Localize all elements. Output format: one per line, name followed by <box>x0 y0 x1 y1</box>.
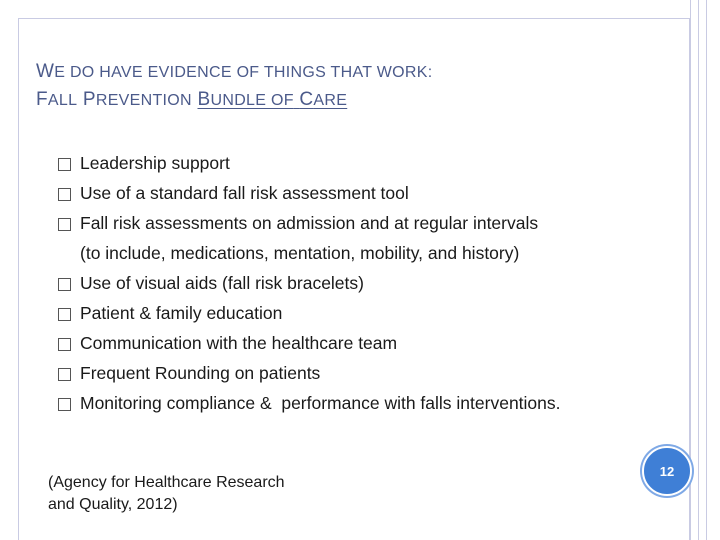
decorative-rail <box>706 0 707 540</box>
page-number-badge: 12 <box>642 446 692 496</box>
title-line-2 <box>36 86 656 114</box>
bullet-item: Patient & family education <box>56 298 696 328</box>
title-word: FALL <box>36 89 78 110</box>
checkbox-bullet-icon <box>58 308 71 321</box>
bullet-item: Frequent Rounding on patients <box>56 358 696 388</box>
checkbox-bullet-icon <box>58 188 71 201</box>
title-underlined-phrase: BUNDLE OF CARE <box>197 89 348 110</box>
checkbox-bullet-icon <box>58 338 71 351</box>
slide-title <box>36 58 656 114</box>
bullet-item: Use of visual aids (fall risk bracelets) <box>56 268 696 298</box>
checkbox-bullet-icon <box>58 218 71 231</box>
bullet-item: Monitoring compliance & performance with falls interventions. <box>56 388 696 418</box>
bullet-item: Leadership support <box>56 148 696 178</box>
citation: (Agency for Healthcare Research and Quality, 2012) <box>48 474 285 513</box>
checkbox-bullet-icon <box>58 278 71 291</box>
bullet-list <box>56 148 696 418</box>
checkbox-bullet-icon <box>58 158 71 171</box>
bullet-item: Use of a standard fall risk assessment tool <box>56 178 696 208</box>
title-word: PREVENTION <box>82 89 192 110</box>
decorative-rail <box>698 0 699 540</box>
title-line-1: WE DO HAVE EVIDENCE OF THINGS THAT WORK: <box>36 61 433 82</box>
checkbox-bullet-icon <box>58 368 71 381</box>
bullet-item: Communication with the healthcare team <box>56 328 696 358</box>
checkbox-bullet-icon <box>58 398 71 411</box>
bullet-item: Fall risk assessments on admission and at regular intervals (to include, medications, mentation, mobility, and history) <box>56 208 696 268</box>
